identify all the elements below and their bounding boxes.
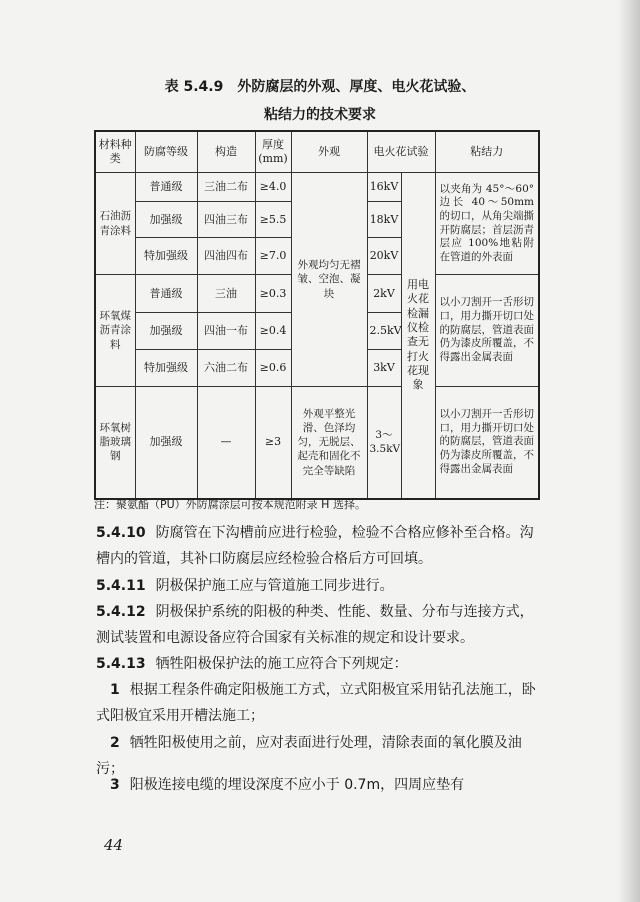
adhesion-cell: 以小刀割开一舌形切口，用力撕开切口处的防腐层，管道表面仍为漆皮所覆盖，不得露出金属表面	[435, 387, 539, 499]
item-number: 2	[110, 735, 120, 751]
thickness-cell: ≥0.6	[255, 350, 291, 387]
thickness-cell: ≥0.3	[255, 275, 291, 313]
material-cell: 环氧煤沥青涂料	[95, 275, 135, 387]
kv-cell: 2.5kV	[367, 313, 401, 350]
list-item	[96, 677, 542, 729]
table-row	[95, 387, 539, 499]
structure-cell: 三油	[197, 275, 255, 313]
structure-cell: 四油三布	[197, 202, 255, 238]
table-header-row	[95, 131, 539, 173]
appearance-cell: 外观平整光滑、色泽均匀，无脱层、起壳和固化不完全等缺陷	[291, 387, 367, 499]
header-thickness: 厚度(mm)	[255, 131, 291, 173]
header-spark: 电火花试验	[367, 131, 435, 173]
table-note: 注：聚氨酯（PU）外防腐涂层可按本规范附录 H 选择。	[94, 498, 366, 511]
kv-cell: 3kV	[367, 350, 401, 387]
table-row	[95, 173, 539, 202]
grade-cell: 特加强级	[135, 238, 197, 275]
structure-cell: 三油二布	[197, 173, 255, 202]
thickness-cell: ≥5.5	[255, 202, 291, 238]
table-caption-line2: 粘结力的技术要求	[264, 107, 376, 123]
header-adhesion: 粘结力	[435, 131, 539, 173]
adhesion-cell: 以小刀割开一舌形切口，用力撕开切口处的防腐层，管道表面仍为漆皮所覆盖，不得露出金属表面	[435, 275, 539, 387]
item-number: 1	[110, 682, 120, 698]
header-appearance: 外观	[291, 131, 367, 173]
kv-cell: 18kV	[367, 202, 401, 238]
material-cell: 环氧树脂玻璃钢	[95, 387, 135, 499]
clause-number: 5.4.10	[96, 525, 146, 541]
grade-cell: 加强级	[135, 313, 197, 350]
header-grade: 防腐等级	[135, 131, 197, 173]
item-text: 牺牲阳极使用之前，应对表面进行处理，清除表面的氧化膜及油污；	[96, 735, 522, 777]
structure-cell: 四油四布	[197, 238, 255, 275]
grade-cell: 加强级	[135, 202, 197, 238]
clause-5-4-10	[96, 520, 542, 572]
clause-5-4-13	[96, 651, 542, 677]
thickness-cell: ≥3	[255, 387, 291, 499]
grade-cell: 加强级	[135, 387, 197, 499]
thickness-cell: ≥0.4	[255, 313, 291, 350]
grade-cell: 特加强级	[135, 350, 197, 387]
kv-cell: 2kV	[367, 275, 401, 313]
clause-5-4-12	[96, 599, 542, 651]
clause-number: 5.4.13	[96, 656, 146, 672]
spark-method-cell: 用电火花检漏仪检查无打火花现象	[401, 173, 435, 499]
kv-cell: 16kV	[367, 173, 401, 202]
clause-text: 阴极保护施工应与管道施工同步进行。	[155, 578, 394, 594]
clause-number: 5.4.11	[96, 578, 146, 594]
clause-5-4-11	[96, 573, 542, 599]
kv-cell: 20kV	[367, 238, 401, 275]
thickness-cell: ≥7.0	[255, 238, 291, 275]
page-edge-shadow	[618, 0, 640, 902]
clause-text: 防腐管在下沟槽前应进行检验，检验不合格应修补至合格。沟槽内的管道，其补口防腐层应经检验合格后方可回填。	[96, 525, 534, 567]
item-text: 阳极连接电缆的埋设深度不应小于 0.7m，四周应垫有	[129, 777, 465, 793]
structure-cell: —	[197, 387, 255, 499]
clause-text: 阴极保护系统的阳极的种类、性能、数量、分布与连接方式，测试装置和电源设备应符合国家有关标准的规定和设计要求。	[96, 604, 534, 646]
adhesion-cell: 以夹角为 45°～60° 边长 40～50mm 的切口，从角尖端撕开防腐层；首层沥青层应 100%地粘附在管道的外表面	[435, 173, 539, 275]
item-number: 3	[110, 777, 120, 793]
grade-cell: 普通级	[135, 173, 197, 202]
kv-cell: 3～3.5kV	[367, 387, 401, 499]
appearance-cell: 外观均匀无褶皱、空泡、凝块	[291, 173, 367, 387]
item-text: 根据工程条件确定阳极施工方式，立式阳极宜采用钻孔法施工，卧式阳极宜采用开槽法施工；	[96, 682, 536, 724]
material-cell: 石油沥青涂料	[95, 173, 135, 275]
spec-table	[94, 130, 540, 500]
table-caption-line1: 表 5.4.9 外防腐层的外观、厚度、电火花试验、	[164, 79, 476, 95]
header-material: 材料种类	[95, 131, 135, 173]
grade-cell: 普通级	[135, 275, 197, 313]
list-item	[96, 772, 542, 798]
header-structure: 构造	[197, 131, 255, 173]
page-number: 44	[104, 836, 124, 854]
thickness-cell: ≥4.0	[255, 173, 291, 202]
structure-cell: 六油二布	[197, 350, 255, 387]
clause-number: 5.4.12	[96, 604, 146, 620]
structure-cell: 四油一布	[197, 313, 255, 350]
clause-text: 牺牲阳极保护法的施工应符合下列规定：	[155, 656, 408, 672]
